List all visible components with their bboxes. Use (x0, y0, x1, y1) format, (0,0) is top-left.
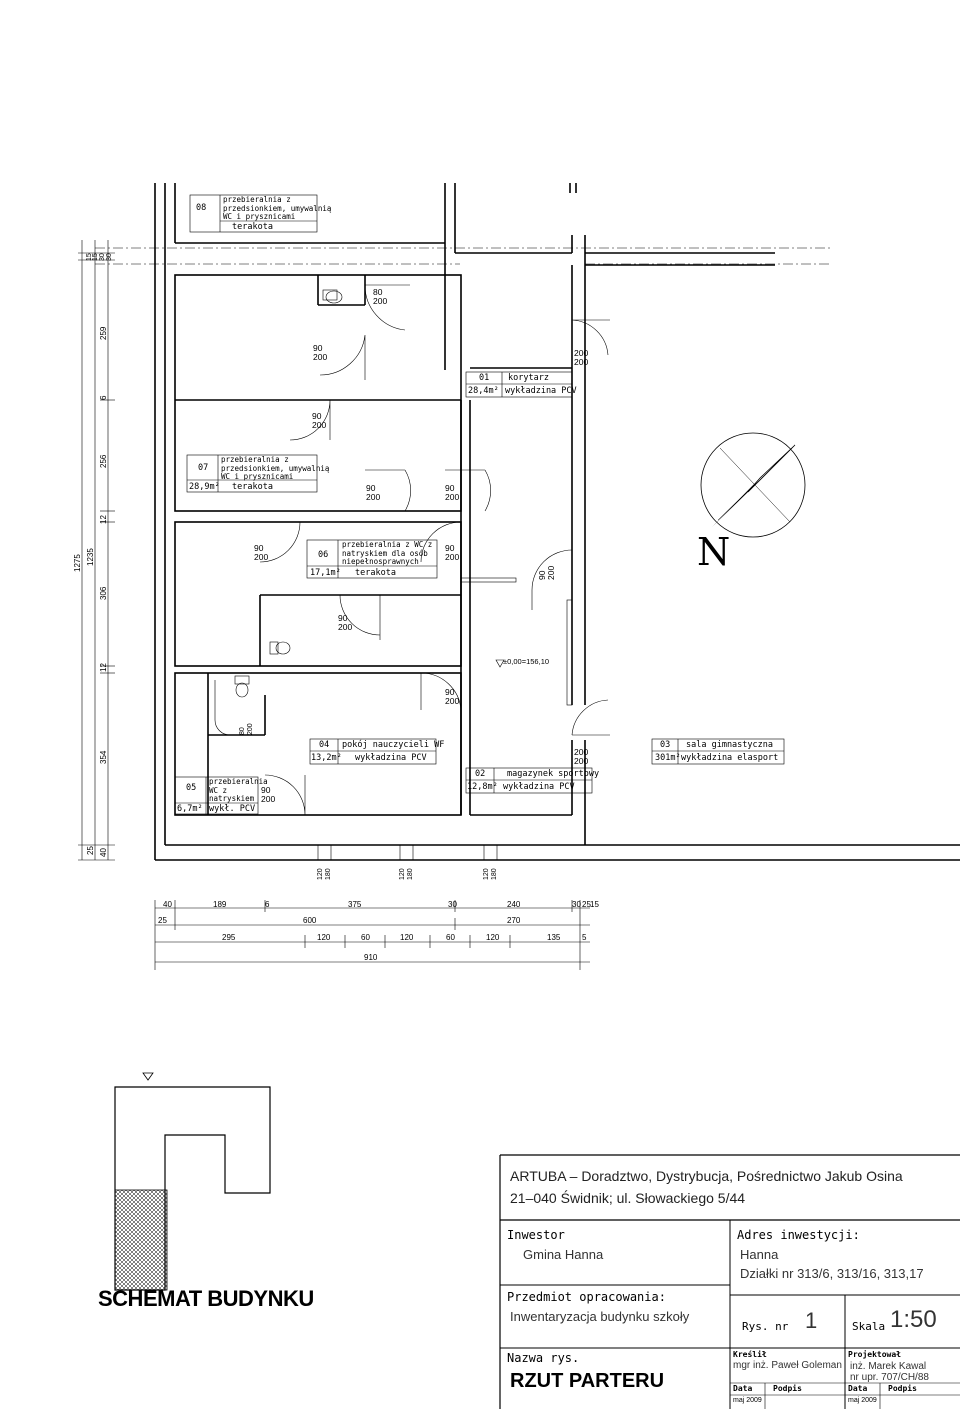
room-06-name (342, 541, 432, 567)
dim-bottom: 30 (572, 900, 581, 909)
room-02-name: magazynek sportowy (507, 769, 600, 779)
door-height: 200 (574, 756, 589, 766)
drawing-number-label: Rys. nr (742, 1320, 789, 1333)
schema-title: SCHEMAT BUDYNKU (98, 1286, 314, 1311)
room-04-area: 13,2m² (311, 753, 342, 763)
door-label (574, 349, 588, 367)
dim-bottom: 189 (213, 900, 227, 909)
door-label (239, 723, 255, 735)
data-label: Data (848, 1384, 868, 1393)
room-07-area: 28,9m² (189, 482, 220, 492)
room-04-name: pokój nauczycieli WF (342, 740, 445, 750)
room-01-floor: wykładzina PCV (505, 386, 577, 396)
room-08-name-line2: przedsionkiem, umywalnią (223, 203, 332, 213)
license-value: nr upr. 707/CH/88 (850, 1372, 929, 1383)
room-07-name-line2: przedsionkiem, umywalnią (221, 463, 330, 473)
room-02-floor: wykładzina PCV (503, 782, 575, 792)
dim-bottom: 375 (348, 900, 362, 909)
room-08-floor: terakota (232, 222, 273, 232)
level-label: ±0,00=156,10 (503, 657, 550, 666)
room-05-name-line1: przebieralnia (209, 777, 268, 786)
room-05-number: 05 (186, 783, 197, 793)
dim-bottom: 30 (448, 900, 457, 909)
room-02-area: 12,8m² (467, 782, 498, 792)
dim-bottom: 295 (222, 933, 236, 942)
investor-label: Inwestor (507, 1228, 565, 1242)
door-width: 90 (254, 543, 264, 553)
dim-left-total: 1275 (73, 554, 82, 572)
window-width: 120 (317, 868, 324, 880)
dim-bottom: 5 (582, 933, 587, 942)
room-06-name-line2: natryskiem dla osób (342, 548, 428, 558)
room-08-name-line3: WC i prysznicami (223, 212, 296, 221)
drew-label: Kreślił (733, 1350, 767, 1359)
drawing-name-label: Nazwa rys. (507, 1351, 580, 1365)
dim-left: 15 (92, 253, 99, 261)
room-08-name (223, 196, 331, 222)
address-line1: Hanna (740, 1247, 779, 1262)
door-width: 90 (312, 411, 322, 421)
door-height: 200 (254, 552, 269, 562)
door-width: 80 (373, 287, 383, 297)
door-label (254, 544, 268, 562)
investor-value: Gmina Hanna (523, 1247, 604, 1262)
subject-label: Przedmiot opracowania: (507, 1290, 666, 1304)
door-label (338, 614, 352, 632)
room-06-floor: terakota (355, 568, 396, 578)
dim-bottom: 40 (163, 900, 172, 909)
window-width: 120 (399, 868, 406, 880)
dim-left-sub: 1235 (86, 548, 95, 566)
room-06-name-line3: niepełnosprawnych (342, 557, 419, 566)
door-height: 200 (338, 622, 353, 632)
podpis-label: Podpis (773, 1384, 802, 1393)
door-label (312, 412, 326, 430)
room-03-name: sala gimnastyczna (686, 740, 773, 750)
window-height: 180 (491, 868, 498, 880)
door-height: 200 (366, 492, 381, 502)
dim-left: 30 (106, 253, 113, 261)
drawing-number: 1 (805, 1308, 818, 1333)
dim-left: 259 (99, 326, 108, 340)
room-07-name-line1: przebieralnia z (221, 455, 289, 464)
room-06-area: 17,1m² (310, 568, 341, 578)
door-width: 90 (445, 687, 455, 697)
room-03-floor: wykładzina elasport (681, 753, 779, 763)
door-height: 200 (445, 492, 460, 502)
room-03-area: 301m² (655, 753, 681, 763)
door-width: 90 (537, 570, 547, 580)
room-08-name-line1: przebieralnia z (223, 195, 291, 204)
room-07-name-line3: WC i prysznicami (221, 472, 294, 481)
dim-left: 40 (99, 848, 108, 857)
dim-bottom: 60 (361, 933, 370, 942)
room-06-number: 06 (318, 550, 329, 560)
door-height: 200 (313, 352, 328, 362)
door-label (445, 544, 459, 562)
dim-bottom-total: 910 (364, 953, 378, 962)
door-height: 200 (445, 552, 460, 562)
door-label (445, 484, 459, 502)
room-07-number: 07 (198, 463, 209, 473)
room-03-number: 03 (660, 740, 671, 750)
dim-bottom: 135 (547, 933, 561, 942)
door-height: 200 (445, 696, 460, 706)
designer-value: inż. Marek Kawal (850, 1361, 927, 1372)
dim-bottom: 240 (507, 900, 521, 909)
room-01-number: 01 (479, 373, 490, 383)
dim-bottom: 6 (265, 900, 270, 909)
north-label: N (697, 530, 731, 574)
date-value: maj 2009 (848, 1397, 877, 1404)
room-08-number: 08 (196, 203, 207, 213)
room-01-name: korytarz (508, 373, 549, 383)
door-width: 90 (366, 483, 376, 493)
door-width: 90 (261, 785, 271, 795)
door-height: 200 (261, 794, 276, 804)
dim-left: 306 (99, 586, 108, 600)
door-label (313, 344, 327, 362)
scale-value: 1:50 (890, 1306, 937, 1333)
window-label (483, 868, 499, 880)
data-label: Data (733, 1384, 753, 1393)
window-height: 180 (325, 868, 332, 880)
door-height: 200 (546, 565, 556, 580)
room-04-floor: wykładzina PCV (355, 753, 427, 763)
dim-left: 12 (99, 515, 108, 524)
dim-left: 6 (99, 395, 108, 400)
address-line2: Działki nr 313/6, 313/16, 313,17 (740, 1266, 924, 1281)
window-width: 120 (483, 868, 490, 880)
podpis-label: Podpis (888, 1384, 917, 1393)
address-label: Adres inwestycji: (737, 1228, 860, 1242)
door-width: 90 (338, 613, 348, 623)
door-width: 80 (239, 727, 246, 735)
window-label (317, 868, 333, 880)
room-05-name-line2: WC z (209, 785, 228, 795)
door-width: 90 (445, 483, 455, 493)
door-width: 90 (313, 343, 323, 353)
dim-bottom: 120 (317, 933, 331, 942)
room-01-area: 28,4m² (468, 386, 499, 396)
room-05-name (209, 778, 268, 804)
door-label (538, 566, 556, 580)
door-label (445, 688, 459, 706)
dim-bottom: 120 (486, 933, 500, 942)
room-07-name (221, 456, 329, 482)
dim-left: 30 (99, 253, 106, 261)
dim-bottom: 270 (507, 916, 521, 925)
door-height: 200 (312, 420, 327, 430)
date-value: maj 2009 (733, 1397, 762, 1404)
room-05-name-line3: natryskiem (209, 794, 255, 803)
dim-bottom: 600 (303, 916, 317, 925)
door-height: 200 (247, 723, 254, 735)
designed-label: Projektował (848, 1350, 901, 1359)
dim-left: 354 (99, 750, 108, 764)
door-label (366, 484, 380, 502)
dim-bottom: 25 (582, 900, 591, 909)
door-height: 200 (373, 296, 388, 306)
company-line1: ARTUBA – Doradztwo, Dystrybucja, Pośrednictwo Jakub Osina (510, 1168, 903, 1184)
scale-label: Skala (852, 1320, 886, 1333)
door-label (373, 288, 387, 306)
door-width: 200 (574, 348, 589, 358)
drew-value: mgr inż. Paweł Goleman (733, 1360, 842, 1371)
company-line2: 21–040 Świdnik; ul. Słowackiego 5/44 (510, 1190, 746, 1206)
door-width: 90 (445, 543, 455, 553)
door-width: 200 (574, 747, 589, 757)
drawing-name: RZUT PARTERU (510, 1370, 665, 1392)
room-04-number: 04 (319, 740, 330, 750)
dim-bottom: 15 (590, 900, 599, 909)
room-07-floor: terakota (232, 482, 273, 492)
dim-bottom: 120 (400, 933, 414, 942)
window-height: 180 (407, 868, 414, 880)
door-label (574, 748, 588, 766)
subject-value: Inwentaryzacja budynku szkoły (510, 1309, 690, 1324)
room-02-number: 02 (475, 769, 486, 779)
dim-bottom: 25 (158, 916, 167, 925)
room-05-floor: wykł. PCV (209, 804, 256, 814)
door-height: 200 (574, 357, 589, 367)
room-05-area: 6,7m² (177, 804, 203, 814)
window-label (399, 868, 415, 880)
dim-left: 15 (86, 253, 93, 261)
room-06-name-line1: przebieralnia z WC z (342, 540, 433, 549)
dim-left: 12 (99, 663, 108, 672)
door-label (261, 786, 275, 804)
dim-left: 25 (86, 846, 95, 855)
dim-left: 256 (99, 454, 108, 468)
dim-bottom: 60 (446, 933, 455, 942)
